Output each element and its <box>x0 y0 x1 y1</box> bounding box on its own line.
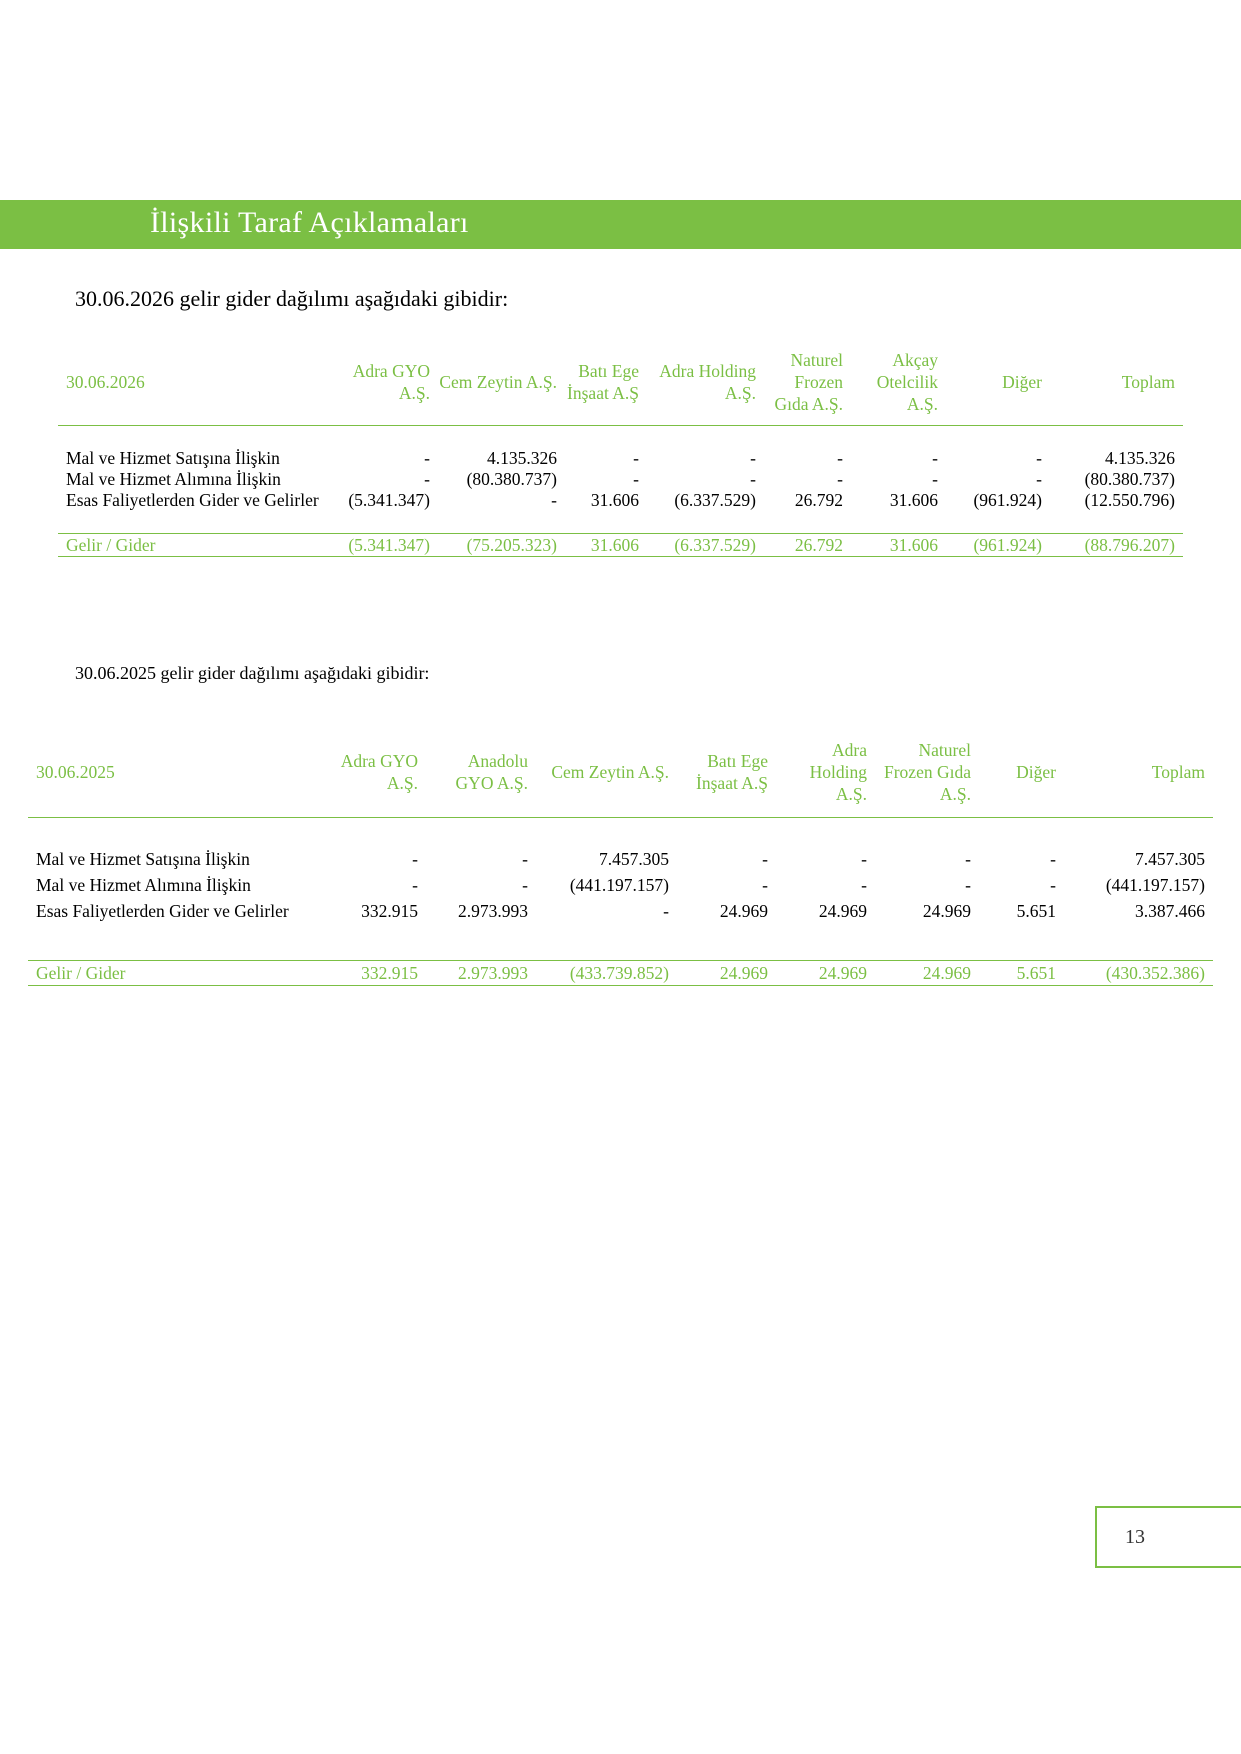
table-cell: - <box>663 901 669 921</box>
page-number-box <box>1095 1506 1241 1568</box>
table-cell: - <box>861 875 867 895</box>
header-col-3: Batı Ege İnşaat A.Ş <box>565 339 647 426</box>
total-cell: (5.341.347) <box>348 534 438 557</box>
total-cell: 332.915 <box>311 961 426 986</box>
header-col-7: Diğer <box>946 339 1050 426</box>
section1-intro: 30.06.2026 gelir gider dağılımı aşağıdaki gibidir: <box>75 286 509 311</box>
total-label: Gelir / Gider <box>58 534 348 557</box>
title-banner <box>0 200 1241 249</box>
table-cell: - <box>424 469 430 489</box>
section2-intro: 30.06.2025 gelir gider dağılımı aşağıdaki gibidir: <box>75 663 430 683</box>
header-col-8: Toplam <box>1064 727 1213 818</box>
page-title: İlişkili Taraf Açıklamaları <box>150 206 469 239</box>
total-cell: (430.352.386) <box>1064 961 1213 986</box>
table-cell: (5.341.347) <box>348 490 430 510</box>
header-col-6: Naturel Frozen Gıda A.Ş. <box>875 727 979 818</box>
total-cell: 5.651 <box>979 961 1064 986</box>
table-cell: - <box>633 448 639 468</box>
table-cell: (6.337.529) <box>674 490 756 510</box>
table-cell: - <box>551 490 557 510</box>
table-cell: - <box>750 448 756 468</box>
total-row <box>58 534 1183 557</box>
table-cell: (80.380.737) <box>1084 469 1175 489</box>
table-cell: 3.387.466 <box>1135 901 1205 921</box>
table-cell: 24.969 <box>922 901 971 921</box>
table-cell: - <box>1050 875 1056 895</box>
table-row <box>28 872 1213 898</box>
table-cell: 24.969 <box>818 901 867 921</box>
header-col-8: Toplam <box>1050 339 1183 426</box>
header-col-5: Naturel Frozen Gıda A.Ş. <box>764 339 851 426</box>
table-cell: (441.197.157) <box>569 875 669 895</box>
row-label: Mal ve Hizmet Alımına İlişkin <box>66 469 281 489</box>
row-label: Esas Faliyetlerden Gider ve Gelirler <box>66 490 319 510</box>
table-cell: 332.915 <box>361 901 418 921</box>
row-label: Esas Faliyetlerden Gider ve Gelirler <box>36 901 289 921</box>
header-col-4: Adra Holding A.Ş. <box>647 339 764 426</box>
table-cell: 7.457.305 <box>599 849 669 869</box>
table-cell: 5.651 <box>1016 901 1056 921</box>
total-row <box>28 961 1213 986</box>
total-cell: 2.973.993 <box>426 961 536 986</box>
table-cell: - <box>965 875 971 895</box>
table-cell: - <box>633 469 639 489</box>
page-number: 13 <box>1125 1526 1145 1548</box>
total-cell: (6.337.529) <box>647 534 764 557</box>
table-cell: - <box>412 849 418 869</box>
row-label: Mal ve Hizmet Alımına İlişkin <box>36 875 251 895</box>
table-cell: 2.973.993 <box>458 901 528 921</box>
total-cell: (961.924) <box>946 534 1050 557</box>
row-label: Mal ve Hizmet Satışına İlişkin <box>66 448 280 468</box>
table-cell: - <box>750 469 756 489</box>
table-header-row <box>58 339 1183 426</box>
table-cell: 26.792 <box>794 490 843 510</box>
table-cell: - <box>1036 469 1042 489</box>
header-col-4: Batı Ege İnşaat A.Ş <box>677 727 776 818</box>
table-cell: - <box>1050 849 1056 869</box>
table-cell: (80.380.737) <box>466 469 557 489</box>
income-expense-table-2025 <box>28 727 1213 986</box>
total-cell: 24.969 <box>776 961 875 986</box>
table-cell: - <box>932 469 938 489</box>
table-cell: 7.457.305 <box>1135 849 1205 869</box>
total-cell: 26.792 <box>764 534 851 557</box>
table-cell: - <box>424 448 430 468</box>
header-col-5: Adra Holding A.Ş. <box>776 727 875 818</box>
header-col-2: Anadolu GYO A.Ş. <box>426 727 536 818</box>
table-cell: 4.135.326 <box>487 448 557 468</box>
header-period: 30.06.2025 <box>28 727 311 818</box>
header-col-2: Cem Zeytin A.Ş. <box>438 339 565 426</box>
table-cell: - <box>1036 448 1042 468</box>
table-cell: - <box>837 469 843 489</box>
total-cell: 31.606 <box>565 534 647 557</box>
header-col-3: Cem Zeytin A.Ş. <box>536 727 677 818</box>
header-col-1: Adra GYO A.Ş. <box>311 727 426 818</box>
table-cell: - <box>412 875 418 895</box>
table-cell: (12.550.796) <box>1084 490 1175 510</box>
income-expense-table-2026 <box>58 339 1183 557</box>
header-col-6: Akçay Otelcilik A.Ş. <box>851 339 946 426</box>
total-label: Gelir / Gider <box>28 961 311 986</box>
total-cell: 31.606 <box>851 534 946 557</box>
total-cell: 24.969 <box>875 961 979 986</box>
row-label: Mal ve Hizmet Satışına İlişkin <box>36 849 250 869</box>
table-cell: - <box>861 849 867 869</box>
table-row <box>28 898 1213 924</box>
table-row <box>58 448 1183 469</box>
table-cell: 31.606 <box>590 490 639 510</box>
table-cell: - <box>522 875 528 895</box>
table-cell: - <box>522 849 528 869</box>
table-cell: - <box>932 448 938 468</box>
header-col-1: Adra GYO A.Ş. <box>348 339 438 426</box>
table-cell: (961.924) <box>973 490 1042 510</box>
header-period: 30.06.2026 <box>58 339 348 426</box>
total-cell: (88.796.207) <box>1050 534 1183 557</box>
table-cell: 4.135.326 <box>1105 448 1175 468</box>
table-row <box>28 846 1213 872</box>
table-cell: 31.606 <box>889 490 938 510</box>
table-header-row <box>28 727 1213 818</box>
total-cell: 24.969 <box>677 961 776 986</box>
table-cell: 24.969 <box>719 901 768 921</box>
table-cell: - <box>762 849 768 869</box>
table-cell: - <box>965 849 971 869</box>
table-cell: - <box>762 875 768 895</box>
table-row <box>58 469 1183 490</box>
total-cell: (75.205.323) <box>438 534 565 557</box>
header-col-7: Diğer <box>979 727 1064 818</box>
table-cell: - <box>837 448 843 468</box>
table-row <box>58 490 1183 511</box>
total-cell: (433.739.852) <box>536 961 677 986</box>
table-cell: (441.197.157) <box>1105 875 1205 895</box>
